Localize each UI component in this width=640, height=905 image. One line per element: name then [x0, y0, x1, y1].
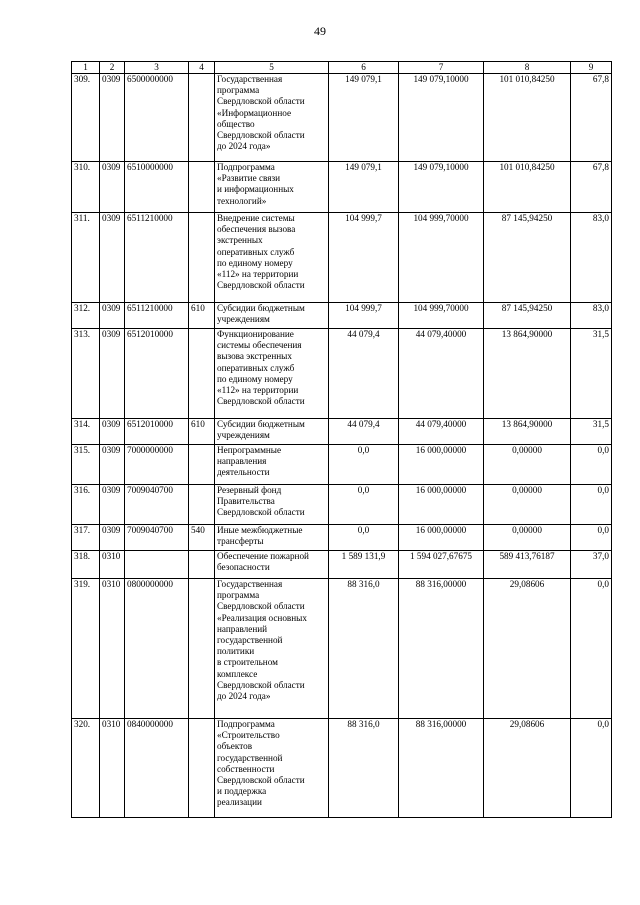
execution-percent: 0,0	[571, 525, 612, 551]
section-code: 0309	[100, 525, 125, 551]
executed-amount: 29,08606	[484, 719, 571, 818]
item-name: Субсидии бюджетным учреждениям	[215, 419, 329, 445]
planned-amount: 149 079,1	[329, 74, 399, 162]
item-name: Иные межбюджетные трансферты	[215, 525, 329, 551]
column-header: 4	[189, 62, 215, 74]
page-number: 49	[314, 24, 326, 38]
row-number: 317.	[72, 525, 100, 551]
approved-amount: 104 999,70000	[399, 213, 484, 303]
table-row	[72, 303, 612, 329]
execution-percent: 67,8	[571, 74, 612, 162]
section-code: 0309	[100, 329, 125, 419]
item-name: Резервный фонд Правительства Свердловской области	[215, 485, 329, 525]
expense-type-code	[189, 719, 215, 818]
item-name: Субсидии бюджетным учреждениям	[215, 303, 329, 329]
executed-amount: 101 010,84250	[484, 74, 571, 162]
item-name: Подпрограмма «Строительство объектов государственной собственности Свердловской области и поддержка реализации	[215, 719, 329, 818]
executed-amount: 101 010,84250	[484, 162, 571, 213]
section-code: 0310	[100, 551, 125, 579]
row-number: 320.	[72, 719, 100, 818]
approved-amount: 149 079,10000	[399, 74, 484, 162]
row-number: 312.	[72, 303, 100, 329]
target-article-code: 6511210000	[125, 213, 189, 303]
approved-amount: 16 000,00000	[399, 485, 484, 525]
table-header	[72, 62, 612, 74]
section-code: 0310	[100, 579, 125, 719]
item-name: Функционирование системы обеспечения вызова экстренных оперативных служб по единому номеру «112» на территории Свердловской области	[215, 329, 329, 419]
row-number: 310.	[72, 162, 100, 213]
target-article-code: 6510000000	[125, 162, 189, 213]
approved-amount: 88 316,00000	[399, 719, 484, 818]
execution-percent: 31,5	[571, 329, 612, 419]
table-row	[72, 551, 612, 579]
planned-amount: 0,0	[329, 445, 399, 485]
executed-amount: 87 145,94250	[484, 213, 571, 303]
column-header: 2	[100, 62, 125, 74]
planned-amount: 0,0	[329, 485, 399, 525]
column-header: 1	[72, 62, 100, 74]
target-article-code: 6500000000	[125, 74, 189, 162]
execution-percent: 0,0	[571, 719, 612, 818]
execution-percent: 83,0	[571, 213, 612, 303]
planned-amount: 104 999,7	[329, 303, 399, 329]
table-row	[72, 525, 612, 551]
table-row	[72, 445, 612, 485]
section-code: 0309	[100, 162, 125, 213]
budget-table	[71, 61, 612, 818]
approved-amount: 16 000,00000	[399, 525, 484, 551]
planned-amount: 149 079,1	[329, 162, 399, 213]
table-row	[72, 719, 612, 818]
approved-amount: 104 999,70000	[399, 303, 484, 329]
planned-amount: 104 999,7	[329, 213, 399, 303]
item-name: Внедрение системы обеспечения вызова экстренных оперативных служб по единому номеру «112» на территории Свердловской области	[215, 213, 329, 303]
expense-type-code	[189, 485, 215, 525]
executed-amount: 589 413,76187	[484, 551, 571, 579]
execution-percent: 31,5	[571, 419, 612, 445]
approved-amount: 44 079,40000	[399, 329, 484, 419]
table-row	[72, 74, 612, 162]
expense-type-code	[189, 74, 215, 162]
row-number: 313.	[72, 329, 100, 419]
section-code: 0309	[100, 485, 125, 525]
target-article-code: 7000000000	[125, 445, 189, 485]
section-code: 0309	[100, 419, 125, 445]
execution-percent: 37,0	[571, 551, 612, 579]
column-header: 9	[571, 62, 612, 74]
execution-percent: 83,0	[571, 303, 612, 329]
row-number: 311.	[72, 213, 100, 303]
section-code: 0309	[100, 303, 125, 329]
executed-amount: 0,00000	[484, 525, 571, 551]
row-number: 309.	[72, 74, 100, 162]
planned-amount: 0,0	[329, 525, 399, 551]
row-number: 318.	[72, 551, 100, 579]
target-article-code: 6511210000	[125, 303, 189, 329]
expense-type-code	[189, 213, 215, 303]
target-article-code: 7009040700	[125, 485, 189, 525]
row-number: 316.	[72, 485, 100, 525]
target-article-code: 6512010000	[125, 419, 189, 445]
expense-type-code	[189, 551, 215, 579]
target-article-code	[125, 551, 189, 579]
expense-type-code: 610	[189, 303, 215, 329]
table-row	[72, 162, 612, 213]
column-header: 5	[215, 62, 329, 74]
table-row	[72, 213, 612, 303]
row-number: 314.	[72, 419, 100, 445]
execution-percent: 67,8	[571, 162, 612, 213]
executed-amount: 29,08606	[484, 579, 571, 719]
execution-percent: 0,0	[571, 579, 612, 719]
item-name: Государственная программа Свердловской области «Реализация основных направлений государственной политики в строительном комплексе Свердловской области до 2024 года»	[215, 579, 329, 719]
planned-amount: 88 316,0	[329, 719, 399, 818]
approved-amount: 88 316,00000	[399, 579, 484, 719]
expense-type-code	[189, 329, 215, 419]
table-row	[72, 419, 612, 445]
target-article-code: 0840000000	[125, 719, 189, 818]
execution-percent: 0,0	[571, 485, 612, 525]
item-name: Непрограммные направления деятельности	[215, 445, 329, 485]
section-code: 0310	[100, 719, 125, 818]
expense-type-code: 610	[189, 419, 215, 445]
row-number: 319.	[72, 579, 100, 719]
executed-amount: 13 864,90000	[484, 329, 571, 419]
planned-amount: 44 079,4	[329, 329, 399, 419]
table-body	[72, 74, 612, 818]
target-article-code: 6512010000	[125, 329, 189, 419]
approved-amount: 44 079,40000	[399, 419, 484, 445]
expense-type-code	[189, 445, 215, 485]
executed-amount: 87 145,94250	[484, 303, 571, 329]
executed-amount: 13 864,90000	[484, 419, 571, 445]
expense-type-code	[189, 579, 215, 719]
item-name: Обеспечение пожарной безопасности	[215, 551, 329, 579]
table-row	[72, 579, 612, 719]
approved-amount: 16 000,00000	[399, 445, 484, 485]
planned-amount: 44 079,4	[329, 419, 399, 445]
header-row	[72, 62, 612, 74]
section-code: 0309	[100, 74, 125, 162]
item-name: Подпрограмма «Развитие связи и информационных технологий»	[215, 162, 329, 213]
target-article-code: 0800000000	[125, 579, 189, 719]
row-number: 315.	[72, 445, 100, 485]
column-header: 3	[125, 62, 189, 74]
expense-type-code: 540	[189, 525, 215, 551]
table-row	[72, 329, 612, 419]
expense-type-code	[189, 162, 215, 213]
target-article-code: 7009040700	[125, 525, 189, 551]
approved-amount: 1 594 027,67675	[399, 551, 484, 579]
execution-percent: 0,0	[571, 445, 612, 485]
column-header: 7	[399, 62, 484, 74]
column-header: 8	[484, 62, 571, 74]
approved-amount: 149 079,10000	[399, 162, 484, 213]
column-header: 6	[329, 62, 399, 74]
item-name: Государственная программа Свердловской области «Информационное общество Свердловской области до 2024 года»	[215, 74, 329, 162]
executed-amount: 0,00000	[484, 445, 571, 485]
table-row	[72, 485, 612, 525]
planned-amount: 88 316,0	[329, 579, 399, 719]
planned-amount: 1 589 131,9	[329, 551, 399, 579]
section-code: 0309	[100, 213, 125, 303]
executed-amount: 0,00000	[484, 485, 571, 525]
section-code: 0309	[100, 445, 125, 485]
